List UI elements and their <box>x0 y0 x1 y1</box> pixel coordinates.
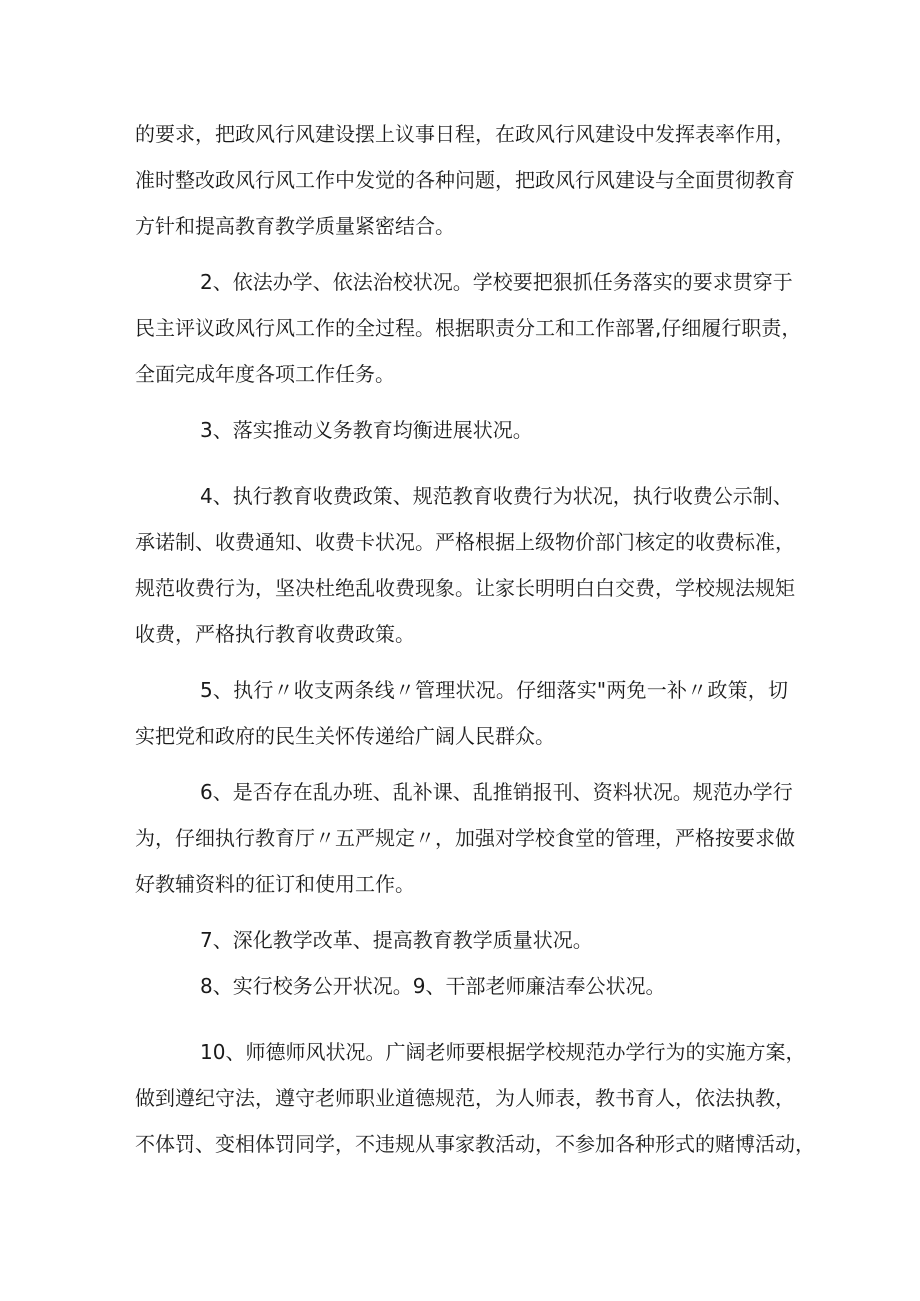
text-line: 7、深化教学改革、提高教育教学质量状况。 <box>200 928 593 952</box>
text-line: 6、是否存在乱办班、乱补课、乱推销报刊、资料状况。规范办学行 <box>200 780 793 804</box>
text-line: 承诺制、收费通知、收费卡状况。严格根据上级物价部门核定的收费标准， <box>135 530 795 554</box>
text-line: 不体罚、变相体罚同学，不违规从事家教活动，不参加各种形式的赌博活动， <box>135 1132 815 1156</box>
text-line: 3、落实推动义务教育均衡进展状况。 <box>200 418 533 442</box>
text-line: 准时整改政风行风工作中发觉的各种问题，把政风行风建设与全面贯彻教育 <box>135 168 795 192</box>
text-line: 2、依法办学、依法治校状况。学校要把狠抓任务落实的要求贯穿于 <box>200 270 793 294</box>
text-line: 全面完成年度各项工作任务。 <box>135 362 395 386</box>
text-line: 做到遵纪守法，遵守老师职业道德规范，为人师表，教书育人，依法执教， <box>135 1086 795 1110</box>
text-line: 8、实行校务公开状况。9、干部老师廉洁奉公状况。 <box>200 974 666 998</box>
text-line: 4、执行教育收费政策、规范教育收费行为状况，执行收费公示制、 <box>200 484 793 508</box>
text-line: 规范收费行为，坚决杜绝乱收费现象。让家长明明白白交费，学校规法规矩 <box>135 576 795 600</box>
text-line: 为，仔细执行教育厅〃五严规定〃，加强对学校食堂的管理，严格按要求做 <box>135 826 795 850</box>
text-line: 10、师德师风状况。广阔老师要根据学校规范办学行为的实施方案， <box>200 1040 806 1064</box>
text-line: 方针和提高教育教学质量紧密结合。 <box>135 214 455 238</box>
text-line: 的要求，把政风行风建设摆上议事日程，在政风行风建设中发挥表率作用， <box>135 122 795 146</box>
text-line: 民主评议政风行风工作的全过程。根据职责分工和工作部署,仔细履行职责， <box>135 316 802 340</box>
text-line: 好教辅资料的征订和使用工作。 <box>135 872 415 896</box>
text-line: 实把党和政府的民生关怀传递给广阔人民群众。 <box>135 724 555 748</box>
text-line: 5、执行〃收支两条线〃管理状况。仔细落实"两免一补〃政策，切 <box>200 678 788 702</box>
text-line: 收费，严格执行教育收费政策。 <box>135 622 415 646</box>
